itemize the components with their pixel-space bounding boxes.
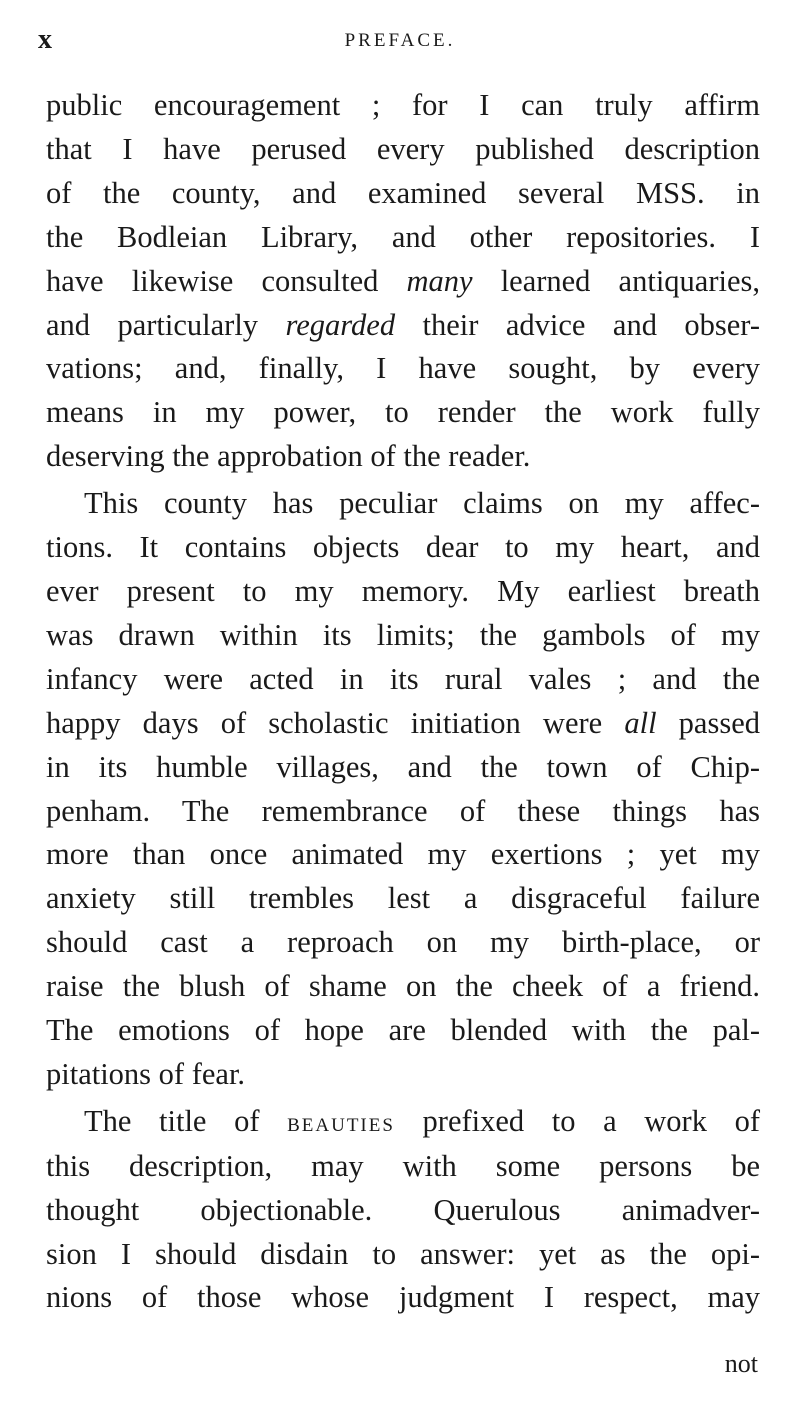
page-number: x: [38, 24, 52, 55]
text-line: this description, may with some persons be: [46, 1148, 760, 1183]
text-line: in its humble villages, and the town of Chip-: [46, 749, 760, 784]
text-segment: their advice and obser-: [395, 307, 761, 342]
text-line: infancy were acted in its rural vales ; and the: [46, 661, 760, 696]
text-line: vations; and, finally, I have sought, by every: [46, 351, 760, 386]
text-segment: passed: [656, 705, 760, 740]
text-line: The emotions of hope are blended with the pal-: [46, 1013, 760, 1048]
text-segment: and particularly: [46, 307, 286, 342]
paragraph-2: [46, 482, 760, 1097]
text-line: means in my power, to render the work fully: [46, 395, 760, 430]
emphasis: regarded: [285, 307, 396, 342]
paragraph-3: [46, 1100, 760, 1321]
text-line: more than once animated my exertions ; yet my: [46, 837, 760, 872]
text-line: thought objectionable. Querulous animadver-: [46, 1192, 760, 1227]
running-head: PREFACE.: [344, 30, 456, 51]
text-line: that I have perused every published description: [46, 131, 760, 166]
text-line: of the county, and examined several MSS. in: [46, 175, 760, 210]
body-text: [46, 84, 760, 1320]
text-line: nions of those whose judgment I respect, may: [46, 1280, 760, 1315]
text-line: pitations of fear.: [46, 1056, 246, 1091]
page-header: [38, 22, 762, 62]
text-segment: learned antiquaries,: [472, 263, 760, 298]
catchword: not: [724, 1349, 758, 1378]
text-line: [46, 304, 760, 348]
text-segment: have likewise consulted: [46, 263, 407, 298]
text-line: [46, 1100, 760, 1145]
text-line: This county has peculiar claims on my affec-: [84, 486, 760, 521]
small-caps-word: beauties: [287, 1106, 395, 1137]
text-line: [46, 702, 760, 746]
text-line: was drawn within its limits; the gambols of my: [46, 617, 760, 652]
text-segment: happy days of scholastic initiation were: [46, 705, 625, 740]
text-line: anxiety still trembles lest a disgraceful failure: [46, 881, 760, 916]
text-line: ever present to my memory. My earliest breath: [46, 573, 760, 608]
emphasis: many: [406, 263, 473, 298]
paragraph-1: [46, 84, 760, 479]
text-line: [46, 260, 760, 304]
text-line: deserving the approbation of the reader.: [46, 439, 531, 474]
emphasis: all: [624, 705, 657, 740]
text-line: the Bodleian Library, and other repositories. I: [46, 219, 760, 254]
text-line: tions. It contains objects dear to my heart, and: [46, 530, 760, 565]
text-segment: prefixed to a work of: [394, 1103, 760, 1138]
text-line: raise the blush of shame on the cheek of a friend.: [46, 969, 760, 1004]
text-line: public encouragement ; for I can truly affirm: [46, 88, 760, 122]
text-line: sion I should disdain to answer: yet as the opi-: [46, 1236, 760, 1271]
text-line: should cast a reproach on my birth-place, or: [46, 925, 760, 960]
text-segment: The title of: [84, 1103, 288, 1138]
text-line: penham. The remembrance of these things has: [46, 793, 760, 828]
